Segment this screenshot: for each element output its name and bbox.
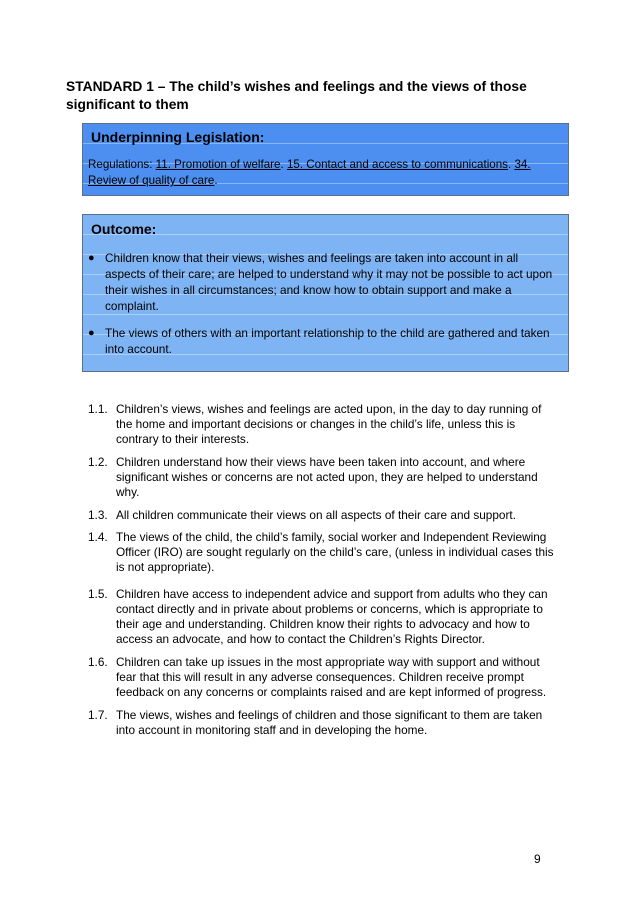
standard-text: All children communicate their views on all aspects of their care and support.	[116, 508, 516, 522]
standard-item	[88, 587, 558, 647]
bullet-icon: ●	[88, 252, 95, 264]
standard-item	[88, 530, 558, 575]
standard-number: 1.1.	[88, 402, 108, 416]
standard-number: 1.7.	[88, 708, 108, 722]
outcome-item	[83, 250, 570, 314]
standard-text: Children understand how their views have been taken into account, and where significant wishes or concerns are not acted upon, they are helped to understand why.	[116, 455, 538, 499]
outcome-text: Children know that their views, wishes and feelings are taken into account in all aspects of their care; are helped to understand why it may not be possible to act upon their wishes in all circumstances; and know how to obtain support and make a complaint.	[105, 251, 553, 313]
regulations-prefix: Regulations:	[88, 158, 156, 171]
standard-item	[88, 455, 558, 500]
page-title: STANDARD 1 – The child’s wishes and feelings and the views of those significant to them	[66, 79, 527, 112]
suffix: .	[214, 174, 218, 187]
standard-number: 1.6.	[88, 655, 108, 669]
legislation-heading: Underpinning Legislation:	[91, 129, 265, 145]
page-number: 9	[534, 852, 541, 866]
standard-item	[88, 402, 558, 447]
standard-text: Children have access to independent advice and support from adults who they can contact directly and in private about problems or concerns, which is appropriate to their age and understanding. Children know their rights to advocacy and how to access an advocate, and how to contact the Children’s Rights Director.	[116, 587, 548, 646]
standard-text: Children’s views, wishes and feelings are acted upon, in the day to day running of the home and important decisions or changes in the child’s life, unless this is contrary to their interests.	[116, 402, 542, 446]
outcome-item	[83, 325, 570, 357]
separator: .	[507, 158, 515, 171]
outcome-box	[82, 214, 569, 372]
outcome-text: The views of others with an important relationship to the child are gathered and taken into account.	[105, 326, 550, 356]
link-promotion-of-welfare[interactable]: 11. Promotion of welfare	[155, 158, 281, 171]
standard-text: Children can take up issues in the most appropriate way with support and without fear that this will result in any adverse consequences. Children receive prompt feedback on any concerns or complaints raised and are kept informed of progress.	[116, 655, 547, 699]
standard-item	[88, 508, 558, 523]
link-contact-and-access[interactable]: 15. Contact and access to communications	[286, 158, 508, 171]
standard-text: The views of the child, the child’s family, social worker and Independent Reviewing Officer (IRO) are sought regularly on the child’s care, (unless in individual cases this is not appropriate).	[116, 530, 554, 574]
bullet-icon: ●	[88, 327, 95, 339]
standards-list	[88, 402, 558, 738]
standard-number: 1.5.	[88, 587, 108, 601]
standard-number: 1.4.	[88, 530, 108, 544]
separator: .	[280, 158, 287, 171]
legislation-text	[88, 157, 558, 189]
legislation-box	[82, 123, 569, 196]
outcome-heading: Outcome:	[91, 221, 157, 237]
standard-item	[88, 708, 558, 738]
standard-number: 1.3.	[88, 508, 108, 522]
standard-text: The views, wishes and feelings of children and those significant to them are taken into account in monitoring staff and in developing the home.	[116, 708, 543, 737]
standard-item	[88, 655, 558, 700]
standard-number: 1.2.	[88, 455, 108, 469]
outcome-list	[83, 250, 570, 357]
link-review-of-quality[interactable]: 34. Review of quality of care	[88, 158, 531, 187]
